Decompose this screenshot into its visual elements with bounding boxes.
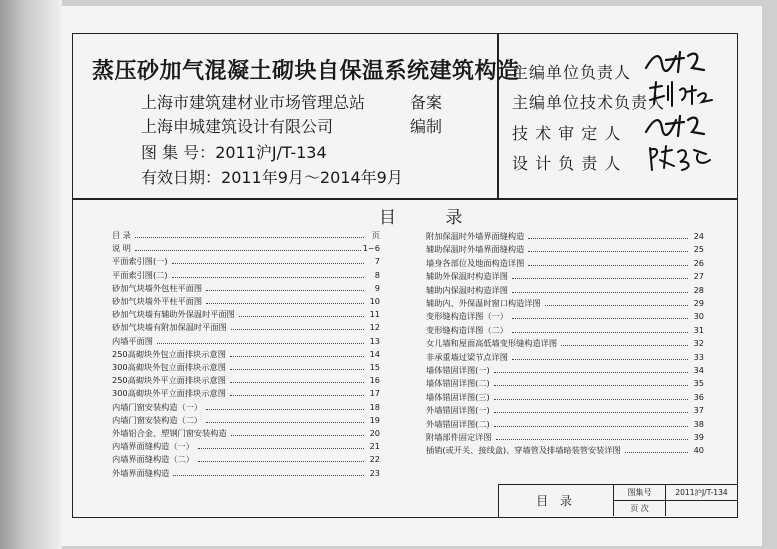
valid-date-row bbox=[141, 165, 403, 188]
toc-entry bbox=[112, 229, 380, 241]
toc-leader-dots bbox=[230, 368, 364, 370]
toc-leader-dots bbox=[528, 264, 688, 266]
toc-entry-page: 22 bbox=[369, 454, 380, 465]
toc-entry-label: 墙体错固详图(三) bbox=[426, 391, 490, 402]
toc-leader-dots bbox=[494, 411, 688, 413]
toc-entry-label: 辅助内保温时构造详图 bbox=[426, 284, 508, 295]
toc-entry bbox=[426, 310, 704, 322]
toc-entry-page: 11 bbox=[369, 309, 380, 320]
toc-entry bbox=[426, 444, 704, 456]
toc-leader-dots bbox=[625, 451, 688, 453]
toc-leader-dots bbox=[206, 289, 364, 291]
toc-entry-label: 插销(或开关、接线盒)、穿墙管及排墙暗装管安装详图 bbox=[426, 445, 621, 456]
toc-entry bbox=[426, 337, 704, 349]
toc-entry-page: 1~6 bbox=[362, 243, 380, 254]
toc-entry-page: 36 bbox=[693, 391, 704, 402]
toc-entry-label: 墙身各部位及地面构造详图 bbox=[426, 257, 525, 268]
toc-entry bbox=[426, 297, 704, 309]
toc-entry-page: 17 bbox=[369, 388, 380, 399]
toc-leader-dots bbox=[494, 371, 688, 373]
toc-entry-label: 内墙界面缝构造（二） bbox=[112, 454, 194, 465]
toc-leader-dots bbox=[512, 317, 688, 319]
toc-leader-dots bbox=[239, 315, 364, 317]
toc-entry bbox=[426, 404, 704, 416]
toc-entry-label: 附墙部件固定详图 bbox=[426, 432, 492, 442]
chief-tech-head-label: 主编单位技术负责人 bbox=[512, 93, 666, 112]
toc-entry-label: 300高砌块外平立面排块示意图 bbox=[112, 388, 226, 399]
signature-2 bbox=[646, 78, 716, 110]
toc-entry-label: 外墙错固详图(二) bbox=[426, 418, 490, 429]
toc-entry-label: 说 明 bbox=[112, 243, 131, 254]
toc-entry-label: 砂加气块墙有辅助外保温时平面图 bbox=[112, 309, 235, 320]
toc-entry-label: 墙体错固详图(二) bbox=[426, 378, 490, 389]
toc-entry-page: 9 bbox=[374, 282, 380, 293]
toc-entry bbox=[112, 401, 380, 413]
toc-leader-dots bbox=[231, 434, 364, 436]
toc-leader-dots bbox=[230, 381, 364, 383]
title-block-atlas-label: 图集号 bbox=[614, 485, 666, 501]
toc-entry-page: 25 bbox=[693, 244, 704, 255]
toc-entry-page: 18 bbox=[369, 401, 380, 412]
compiler-org: 上海申城建筑设计有限公司 bbox=[141, 117, 334, 136]
toc-entry-page: 37 bbox=[693, 405, 704, 416]
toc-leader-dots bbox=[230, 394, 364, 396]
toc-entry bbox=[426, 324, 704, 336]
toc-entry bbox=[426, 270, 704, 282]
atlas-title: 蒸压砂加气混凝土砌块自保温系统建筑构造 bbox=[92, 59, 520, 84]
toc-entry-label: 平面索引图(一) bbox=[112, 256, 168, 267]
toc-entry-page: 27 bbox=[693, 271, 704, 282]
toc-entry-page: 7 bbox=[374, 256, 380, 267]
toc-entry bbox=[112, 295, 380, 307]
toc-leader-dots bbox=[172, 262, 364, 264]
toc-leader-dots bbox=[231, 328, 364, 330]
toc-entry-label: 砂加气块墙外包柱平面图 bbox=[112, 282, 203, 293]
toc-entry bbox=[112, 269, 380, 281]
toc-leader-dots bbox=[494, 384, 688, 386]
toc-entry bbox=[112, 440, 380, 452]
toc-entry-label: 外墙错固详图(一) bbox=[426, 405, 490, 416]
toc-entry-page: 10 bbox=[369, 296, 380, 306]
toc-entry-label: 内墙界面缝构造（一） bbox=[112, 441, 194, 452]
toc-leader-dots bbox=[512, 291, 688, 293]
toc-leader-dots bbox=[494, 398, 688, 400]
approval-org: 上海市建筑建材业市场管理总站 bbox=[141, 93, 366, 112]
title-block-name: 目 录 bbox=[499, 485, 614, 516]
toc-leader-dots bbox=[173, 474, 364, 476]
toc-entry-page: 39 bbox=[693, 432, 704, 442]
toc-entry-page: 33 bbox=[693, 351, 704, 362]
toc-leader-dots bbox=[545, 304, 688, 306]
toc-entry-page: 13 bbox=[369, 335, 380, 346]
toc-leader-dots bbox=[172, 276, 364, 278]
toc-leader-dots bbox=[494, 425, 688, 427]
toc-entry-page: 24 bbox=[693, 231, 704, 241]
toc-entry bbox=[112, 321, 380, 333]
toc-entry bbox=[112, 427, 380, 439]
toc-entry bbox=[112, 467, 380, 479]
signature-4 bbox=[646, 142, 716, 174]
toc-entry-page: 26 bbox=[693, 257, 704, 268]
title-block-page-label: 页 次 bbox=[614, 501, 666, 516]
toc-entry-page: 16 bbox=[369, 375, 380, 386]
toc-entry-label: 平面索引图(二) bbox=[112, 269, 168, 280]
toc-leader-dots bbox=[496, 438, 688, 440]
toc-entry-label: 300高砌块外包立面排块示意图 bbox=[112, 362, 226, 372]
toc-entry bbox=[112, 282, 380, 294]
toc-entry-label: 女儿墙和屋面高低墙变形缝构造详图 bbox=[426, 338, 558, 349]
valid-date-range: 2011年9月～2014年9月 bbox=[221, 168, 403, 187]
toc-entry-page: 14 bbox=[369, 348, 380, 359]
toc-entry-label: 辅助外保温时构造详图 bbox=[426, 271, 508, 282]
toc-entry-page: 40 bbox=[693, 445, 704, 456]
compiler-role: 编制 bbox=[410, 117, 443, 136]
toc-leader-dots bbox=[198, 447, 364, 449]
toc-leader-dots bbox=[528, 250, 688, 252]
toc-entry-label: 目 录 bbox=[112, 230, 131, 240]
toc-entry bbox=[426, 391, 704, 403]
toc-leader-dots bbox=[206, 421, 364, 423]
design-lead-label: 设 计 负 责 人 bbox=[512, 154, 622, 173]
toc-entry-label: 砂加气块墙有附加保温时平面图 bbox=[112, 322, 227, 333]
toc-leader-dots bbox=[135, 236, 364, 238]
toc-entry bbox=[112, 414, 380, 426]
toc-leader-dots bbox=[512, 331, 688, 333]
toc-entry-page: 35 bbox=[693, 378, 704, 389]
binding-spine bbox=[0, 0, 62, 549]
toc-entry-page: 23 bbox=[369, 467, 380, 478]
toc-entry-label: 墙体错固详图(一) bbox=[426, 365, 490, 375]
toc-entry bbox=[426, 351, 704, 363]
toc-entry-page: 38 bbox=[693, 418, 704, 429]
approval-role: 备案 bbox=[410, 93, 443, 112]
toc-entry-page: 19 bbox=[369, 414, 380, 425]
toc-leader-dots bbox=[512, 358, 688, 360]
toc-entry-label: 附加保温时外墙界面缝构造 bbox=[426, 231, 525, 241]
toc-entry bbox=[112, 308, 380, 320]
toc-entry bbox=[426, 418, 704, 430]
toc-entry-label: 砂加气块墙外平柱平面图 bbox=[112, 296, 203, 306]
signature-1 bbox=[640, 46, 710, 78]
toc-entry bbox=[426, 431, 704, 443]
toc-entry bbox=[112, 348, 380, 360]
toc-leader-dots bbox=[206, 302, 364, 304]
toc-entry-label: 内墙门窗安装构造（二） bbox=[112, 414, 203, 425]
toc-entry-page: 30 bbox=[693, 311, 704, 322]
toc-entry bbox=[112, 242, 380, 254]
toc-entry bbox=[426, 364, 704, 376]
toc-entry-page: 页 bbox=[371, 230, 380, 240]
toc-entry bbox=[426, 230, 704, 242]
toc-entry-page: 8 bbox=[374, 269, 380, 280]
atlas-number-row bbox=[141, 140, 327, 163]
toc-leader-dots bbox=[157, 342, 364, 344]
toc-entry bbox=[426, 377, 704, 389]
toc-entry bbox=[112, 255, 380, 267]
toc-entry-label: 外墙铝合金、塑钢门窗安装构造 bbox=[112, 428, 227, 438]
toc-leader-dots bbox=[198, 460, 364, 462]
atlas-number-label: 图 集 号： bbox=[141, 143, 216, 162]
toc-entry-page: 28 bbox=[693, 284, 704, 295]
toc-entry-page: 21 bbox=[369, 441, 380, 452]
toc-leader-dots bbox=[561, 344, 688, 346]
toc-entry-page: 34 bbox=[693, 365, 704, 375]
toc-leader-dots bbox=[230, 355, 364, 357]
toc-leader-dots bbox=[512, 277, 688, 279]
toc-entry-label: 内墙门窗安装构造（一） bbox=[112, 401, 203, 412]
toc-entry-label: 非承重墙过梁节点详图 bbox=[426, 351, 508, 362]
toc-entry-label: 内墙平面图 bbox=[112, 335, 153, 346]
toc-entry bbox=[426, 257, 704, 269]
toc-leader-dots bbox=[135, 249, 361, 251]
toc-entry-label: 250高砌块外包立面排块示意图 bbox=[112, 348, 226, 359]
toc-entry-page: 32 bbox=[693, 338, 704, 349]
toc-entry bbox=[112, 453, 380, 465]
toc-entry-page: 12 bbox=[369, 322, 380, 333]
chief-unit-head-label: 主编单位负责人 bbox=[512, 63, 632, 82]
tech-reviewer-label: 技 术 审 定 人 bbox=[512, 124, 622, 143]
toc-entry bbox=[426, 284, 704, 296]
title-block-atlas-number: 2011沪J/T-134 bbox=[666, 485, 737, 501]
atlas-number: 2011沪J/T-134 bbox=[215, 143, 327, 162]
toc-entry-page: 31 bbox=[693, 324, 704, 335]
toc-entry bbox=[426, 243, 704, 255]
toc-entry-label: 外墙界面缝构造 bbox=[112, 467, 170, 478]
toc-entry-label: 辅助内、外保温时窗口构造详图 bbox=[426, 298, 541, 308]
header-divider bbox=[72, 198, 738, 200]
toc-entry bbox=[112, 374, 380, 386]
toc-entry-label: 变形缝构造详图（一） bbox=[426, 311, 508, 322]
toc-leader-dots bbox=[206, 408, 364, 410]
title-block bbox=[498, 484, 738, 518]
toc-entry-page: 29 bbox=[693, 298, 704, 308]
toc-entry-label: 250高砌块外平立面排块示意图 bbox=[112, 375, 226, 386]
toc-entry bbox=[112, 361, 380, 373]
signature-3 bbox=[640, 110, 710, 142]
toc-title: 目 录 bbox=[379, 208, 485, 228]
toc-entry bbox=[112, 335, 380, 347]
title-block-page-value bbox=[666, 501, 737, 516]
valid-date-label: 有效日期： bbox=[141, 168, 222, 187]
toc-entry-page: 15 bbox=[369, 362, 380, 372]
toc-leader-dots bbox=[528, 237, 688, 239]
toc-entry-label: 变形缝构造详图（二） bbox=[426, 324, 508, 335]
toc-entry-page: 20 bbox=[369, 428, 380, 438]
toc-entry bbox=[112, 387, 380, 399]
toc-entry-label: 辅助保温时外墙界面缝构造 bbox=[426, 244, 525, 255]
